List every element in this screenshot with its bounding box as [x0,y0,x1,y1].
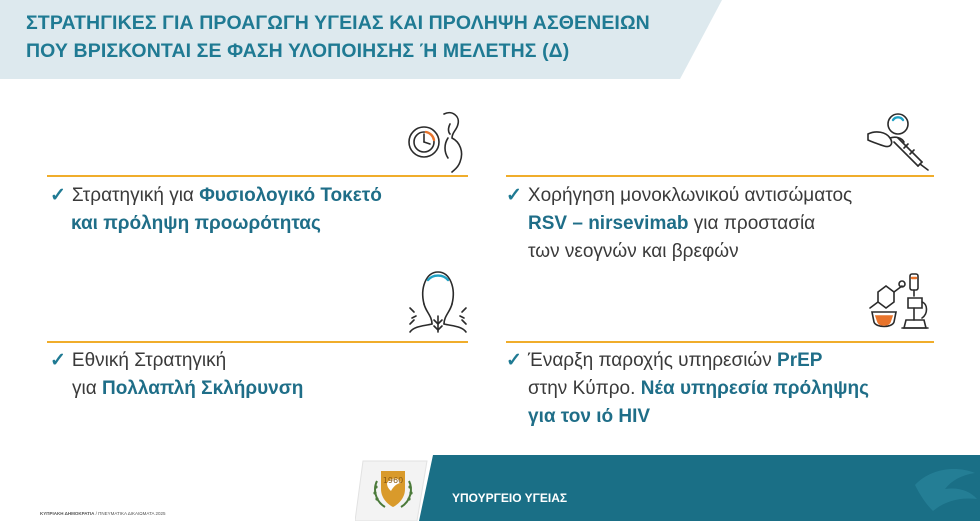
check-icon: ✓ [50,185,66,206]
rsv-text-plain-3: των νεογνών και βρεφών [528,241,739,262]
check-icon: ✓ [506,185,522,206]
footer-rights: / ΠΝΕΥΜΑΤΙΚΑ ΔΙΚΑΙΩΜΑΤΑ 2025 [94,511,166,516]
lab-microscope-icon [866,272,932,337]
ms-text-plain: Εθνική Στρατηγική [71,350,227,371]
prep-text-bold: PrEP [777,350,823,371]
item-multiple-sclerosis [50,347,303,403]
item-normal-birth [50,182,382,238]
page-title [26,9,716,65]
rsv-text-plain-2: για προστασία [688,213,816,234]
prep-text-plain: Έναρξη παροχής υπηρεσιών [527,350,778,371]
check-icon: ✓ [50,350,66,371]
prep-text-bold-2: Νέα υπηρεσία πρόληψης [640,378,870,399]
divider-birth [47,175,468,177]
birth-text-plain: Στρατηγική για [71,185,200,206]
svg-text:1960: 1960 [382,476,404,485]
page-title-line-1: ΣΤΡΑΤΗΓΙΚΕΣ ΓΙΑ ΠΡΟΑΓΩΓΗ ΥΓΕΙΑΣ ΚΑΙ ΠΡΟΛΗΨΗ ΑΣΘΕΝΕΙΩΝ [26,12,650,34]
ministry-label: ΥΠΟΥΡΓΕΙΟ ΥΓΕΙΑΣ [452,491,568,505]
divider-prep [506,341,934,343]
prep-text-bold-3: για τον ιό HIV [528,406,651,427]
rsv-text-plain: Χορήγηση μονοκλωνικού αντισώματος [527,185,853,206]
footer-band [355,455,980,521]
footer-republic: ΚΥΠΡΙΑΚΗ ΔΗΜΟΚΡΑΤΙΑ [40,511,95,516]
prep-text-plain-2: στην Κύπρο. [528,378,641,399]
ms-text-plain-2: για [72,378,102,399]
baby-vaccine-icon [864,108,932,177]
title-band [0,0,980,79]
nervous-system-icon [406,268,470,339]
item-rsv [506,182,852,266]
page-title-line-2: ΠΟΥ ΒΡΙΣΚΟΝΤΑΙ ΣΕ ΦΑΣΗ ΥΛΟΠΟΙΗΣΗΣ Ή ΜΕΛΕΤΗΣ (Δ) [26,40,570,62]
check-icon: ✓ [506,350,522,371]
footer-copyright [40,511,166,516]
divider-ms [47,341,468,343]
pregnancy-clock-icon [404,108,468,179]
footer-band-shape [355,455,980,521]
rsv-text-bold: RSV – nirsevimab [528,213,689,234]
birth-text-bold-2: και πρόληψη προωρότητας [71,213,321,234]
ms-text-bold: Πολλαπλή Σκλήρυνση [101,378,304,399]
divider-rsv [506,175,934,177]
item-prep [506,347,869,431]
birth-text-bold: Φυσιολογικό Τοκετό [199,185,382,206]
